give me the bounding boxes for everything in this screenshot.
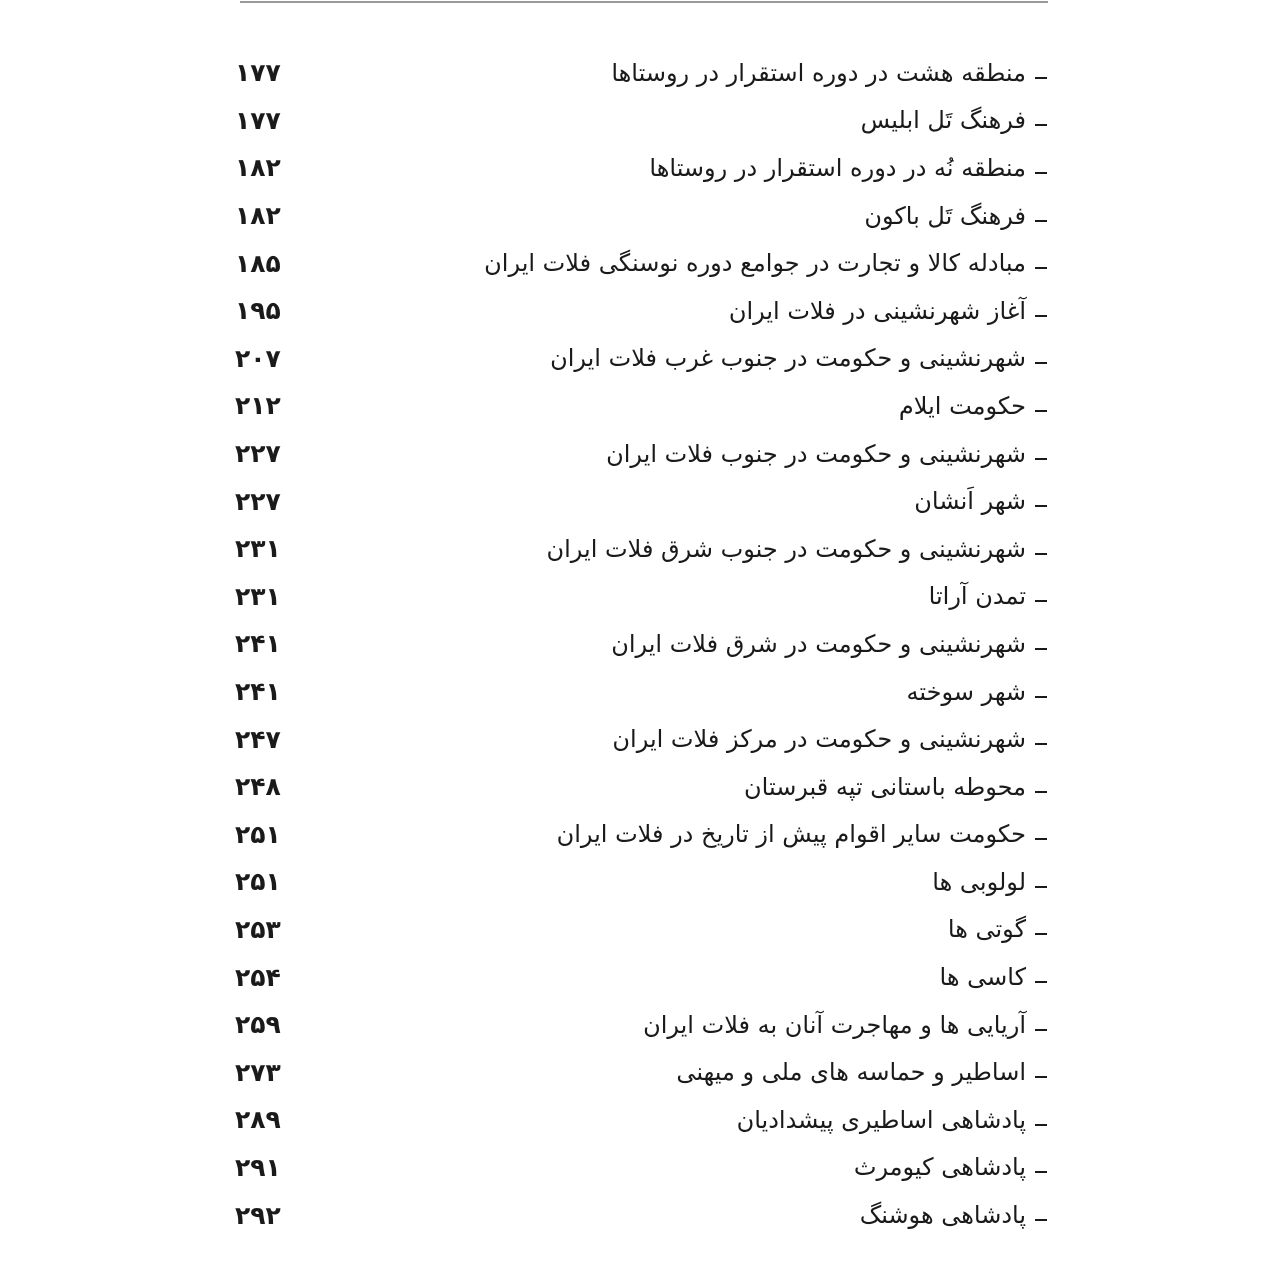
toc-entry-title: شهرنشینی و حکومت در جنوب فلات ایران: [606, 439, 1026, 468]
toc-entry-page-number: ۲۴۷: [235, 724, 281, 754]
toc-entry-page-number: ۲۴۱: [235, 677, 281, 707]
toc-entry-page-number: ۱۸۲: [235, 153, 281, 183]
toc-entry-page-number: ۲۵۱: [235, 819, 281, 849]
toc-entry-page-number: ۲۹۱: [235, 1152, 281, 1182]
toc-entry-title-group: [547, 535, 1047, 563]
dash-bullet-icon: [1035, 410, 1047, 412]
dash-bullet-icon: [1035, 933, 1047, 935]
dash-bullet-icon: [1035, 505, 1047, 507]
toc-entry-title: حکومت سایر اقوام پیش از تاریخ در فلات ایران: [556, 820, 1026, 849]
toc-entry-title: مبادله کالا و تجارت در جوامع دوره نوسنگی فلات ایران: [484, 249, 1026, 278]
toc-entry-title: محوطه باستانی تپه قبرستان: [744, 772, 1026, 801]
toc-entry-title-group: [649, 154, 1047, 182]
toc-entry-title: پادشاهی اساطیری پیشدادیان: [736, 1105, 1026, 1134]
toc-entry-title: حکومت ایلام: [898, 391, 1026, 420]
toc-entry-title: گوتی ها: [947, 915, 1026, 944]
toc-entry-title: فرهنگ تَل ابلیس: [860, 106, 1026, 135]
dash-bullet-icon: [1035, 315, 1047, 317]
toc-entry: [235, 573, 1047, 621]
toc-entry-title: تمدن آراتا: [928, 582, 1026, 611]
toc-entry: [235, 97, 1047, 145]
toc-entry-page-number: ۲۴۸: [235, 772, 281, 802]
toc-entry: [235, 525, 1047, 573]
toc-entry-page-number: ۲۴۱: [235, 629, 281, 659]
toc-entry-title: منطقه نُه در دوره استقرار در روستاها: [649, 153, 1026, 182]
toc-entry-title-group: [676, 1058, 1047, 1086]
toc-entry-title-group: [744, 773, 1047, 801]
toc-entry-title-group: [550, 344, 1047, 372]
toc-entry-title: فرهنگ تَل باکون: [864, 201, 1026, 230]
toc-entry: [235, 858, 1047, 906]
toc-entry: [235, 620, 1047, 668]
toc-entry-page-number: ۲۵۹: [235, 1010, 281, 1040]
toc-entry: [235, 811, 1047, 859]
dash-bullet-icon: [1035, 1219, 1047, 1221]
toc-entry-title-group: [643, 1011, 1047, 1039]
top-divider: [240, 1, 1048, 3]
toc-entry-title-group: [860, 1201, 1047, 1229]
toc-entry-title-group: [484, 249, 1047, 277]
toc-entry: [235, 239, 1047, 287]
toc-entry-page-number: ۱۹۵: [235, 296, 281, 326]
dash-bullet-icon: [1035, 696, 1047, 698]
toc-entry-page-number: ۲۳۱: [235, 534, 281, 564]
toc-entry: [235, 49, 1047, 97]
toc-entry: [235, 668, 1047, 716]
toc-entry-page-number: ۱۸۲: [235, 201, 281, 231]
toc-entry-title: آریایی ها و مهاجرت آنان به فلات ایران: [643, 1010, 1026, 1039]
toc-entry-title-group: [737, 1106, 1047, 1134]
toc-entry-page-number: ۲۸۹: [235, 1105, 281, 1135]
toc-entry-title: آغاز شهرنشینی در فلات ایران: [728, 296, 1026, 325]
toc-entry-page-number: ۲۱۲: [235, 391, 281, 421]
toc-entry-title-group: [611, 59, 1047, 87]
toc-entry-title: شهر اَنشان: [914, 487, 1026, 516]
toc-entry-title-group: [914, 487, 1047, 515]
toc-entry-title-group: [606, 440, 1047, 468]
toc-entry: [235, 287, 1047, 335]
toc-entry-page-number: ۱۷۷: [235, 58, 281, 88]
toc-entry-title: پادشاهی کیومرث: [853, 1153, 1026, 1182]
toc-entry: [235, 430, 1047, 478]
toc-entry: [235, 715, 1047, 763]
toc-entry: [235, 335, 1047, 383]
toc-entry: [235, 192, 1047, 240]
toc-entry-page-number: ۲۲۷: [235, 486, 281, 516]
toc-entry: [235, 1144, 1047, 1192]
toc-entry-title: پادشاهی هوشنگ: [859, 1201, 1026, 1230]
toc-entry-title: منطقه هشت در دوره استقرار در روستاها: [611, 58, 1026, 87]
dash-bullet-icon: [1035, 1029, 1047, 1031]
toc-entry: [235, 477, 1047, 525]
toc-entry: [235, 144, 1047, 192]
toc-entry-title-group: [861, 106, 1047, 134]
dash-bullet-icon: [1035, 648, 1047, 650]
dash-bullet-icon: [1035, 743, 1047, 745]
toc-entry-title-group: [907, 678, 1048, 706]
dash-bullet-icon: [1035, 267, 1047, 269]
toc-entry-page-number: ۲۲۷: [235, 439, 281, 469]
dash-bullet-icon: [1035, 791, 1047, 793]
toc-entry-title: شهرنشینی و حکومت در شرق فلات ایران: [611, 629, 1026, 658]
toc-entry: [235, 953, 1047, 1001]
toc-entry-page-number: ۲۷۳: [235, 1057, 281, 1087]
toc-entry-page-number: ۲۰۷: [235, 343, 281, 373]
toc-entry-page-number: ۲۹۲: [235, 1200, 281, 1230]
toc-entry: [235, 1048, 1047, 1096]
dash-bullet-icon: [1035, 838, 1047, 840]
toc-entry-title: کاسی ها: [939, 963, 1026, 992]
toc-entry-page-number: ۲۳۱: [235, 581, 281, 611]
dash-bullet-icon: [1035, 886, 1047, 888]
toc-entry: [235, 1001, 1047, 1049]
toc-entry: [235, 906, 1047, 954]
dash-bullet-icon: [1035, 1171, 1047, 1173]
dash-bullet-icon: [1035, 1076, 1047, 1078]
dash-bullet-icon: [1035, 362, 1047, 364]
dash-bullet-icon: [1035, 172, 1047, 174]
toc-entry-title-group: [611, 630, 1047, 658]
toc-entry-title-group: [948, 915, 1047, 943]
toc-entry-title: شهرنشینی و حکومت در مرکز فلات ایران: [612, 725, 1026, 754]
toc-entry-title: شهر سوخته: [906, 677, 1026, 706]
toc-entry-title-group: [864, 202, 1047, 230]
dash-bullet-icon: [1035, 77, 1047, 79]
toc-entry-title: شهرنشینی و حکومت در جنوب شرق فلات ایران: [546, 534, 1026, 563]
toc-entry-title-group: [929, 582, 1047, 610]
dash-bullet-icon: [1035, 981, 1047, 983]
dash-bullet-icon: [1035, 600, 1047, 602]
toc-entry-title-group: [940, 963, 1047, 991]
toc-entry-page-number: ۱۷۷: [235, 105, 281, 135]
toc-entry-page-number: ۲۵۴: [235, 962, 281, 992]
toc-entry: [235, 1096, 1047, 1144]
toc-entry: [235, 1191, 1047, 1239]
toc-entry-title: لولوبی ها: [932, 867, 1026, 896]
toc-entry-page-number: ۲۵۱: [235, 867, 281, 897]
toc-entry-page-number: ۲۵۳: [235, 914, 281, 944]
toc-entry-title-group: [932, 868, 1047, 896]
toc-entry: [235, 382, 1047, 430]
toc-entry-page-number: ۱۸۵: [235, 248, 281, 278]
dash-bullet-icon: [1035, 458, 1047, 460]
table-of-contents: [235, 49, 1047, 1239]
toc-entry-title: اساطیر و حماسه های ملی و میهنی: [676, 1058, 1026, 1087]
toc-entry-title: شهرنشینی و حکومت در جنوب غرب فلات ایران: [550, 344, 1026, 373]
toc-entry-title-group: [899, 392, 1047, 420]
dash-bullet-icon: [1035, 124, 1047, 126]
dash-bullet-icon: [1035, 1124, 1047, 1126]
toc-entry: [235, 763, 1047, 811]
toc-entry-title-group: [729, 297, 1047, 325]
toc-entry-title-group: [612, 725, 1047, 753]
toc-entry-title-group: [854, 1153, 1047, 1181]
dash-bullet-icon: [1035, 553, 1047, 555]
dash-bullet-icon: [1035, 220, 1047, 222]
toc-entry-title-group: [557, 820, 1047, 848]
